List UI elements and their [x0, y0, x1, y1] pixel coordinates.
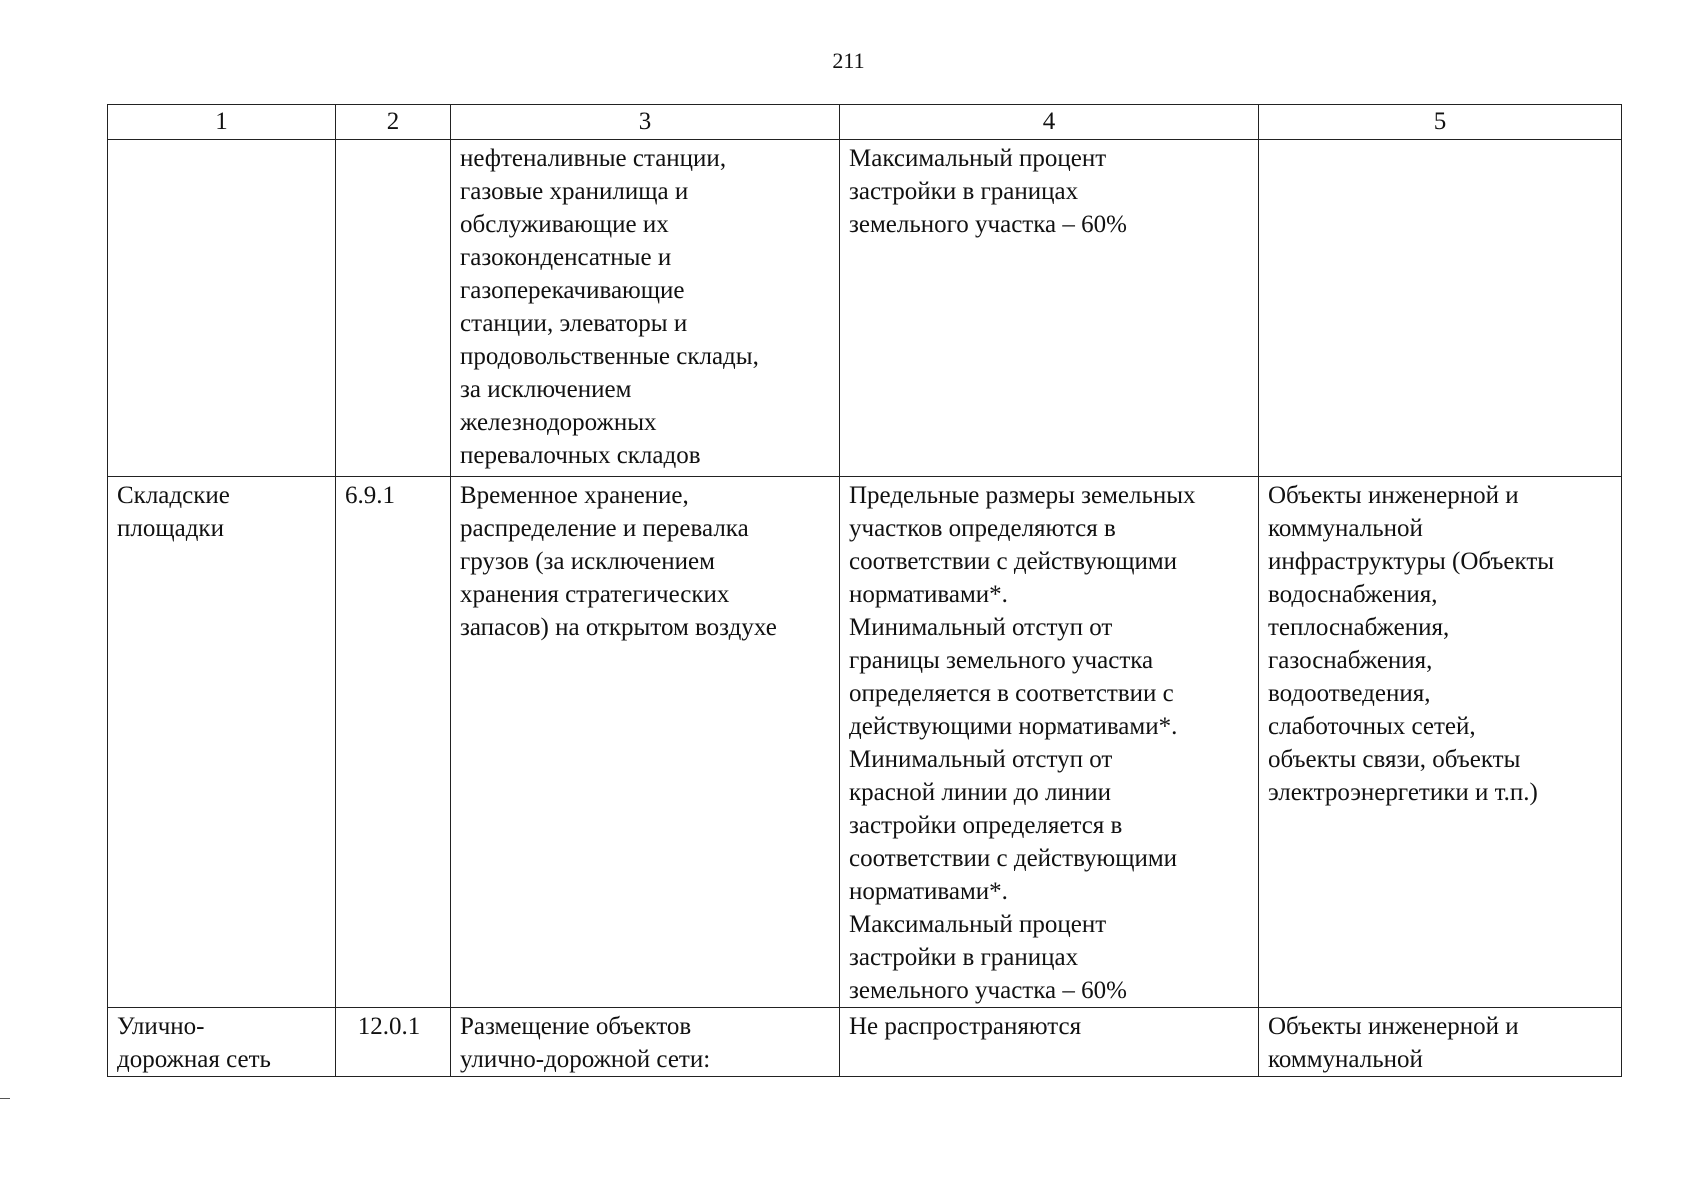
cell-description: нефтеналивные станции, газовые хранилища и обслуживающие их газоконденсатные и газоперекачивающие станции, элеваторы и продовольственные склады, за исключением железнодорожных перевалочных складов [451, 140, 840, 477]
cell-code [336, 140, 451, 477]
cell-auxiliary-uses: Объекты инженерной и коммунальной инфраструктуры (Объекты водоснабжения, теплоснабжения, газоснабжения, водоотведения, слаботочных сетей, объекты связи, объекты электроэнергетики и т.п.) [1259, 477, 1622, 1008]
cell-parameters: Не распространяются [840, 1008, 1259, 1077]
scan-margin-mark [0, 1098, 10, 1099]
cell-description: Временное хранение, распределение и перевалка грузов (за исключением хранения стратегических запасов) на открытом воздухе [451, 477, 840, 1008]
column-header-1: 1 [108, 105, 336, 140]
column-header-2: 2 [336, 105, 451, 140]
cell-land-use-type: Улично- дорожная сеть [108, 1008, 336, 1077]
cell-code: 6.9.1 [336, 477, 451, 1008]
regulations-table [107, 104, 1622, 1077]
cell-description: Размещение объектов улично-дорожной сети: [451, 1008, 840, 1077]
table-row [108, 140, 1622, 477]
cell-parameters: Максимальный процент застройки в границах земельного участка – 60% [840, 140, 1259, 477]
cell-auxiliary-uses: Объекты инженерной и коммунальной [1259, 1008, 1622, 1077]
table-header-row [108, 105, 1622, 140]
cell-land-use-type [108, 140, 336, 477]
column-header-4: 4 [840, 105, 1259, 140]
table-row [108, 477, 1622, 1008]
column-header-3: 3 [451, 105, 840, 140]
cell-parameters: Предельные размеры земельных участков определяются в соответствии с действующими нормативами*. Минимальный отступ от границы земельного участка определяется в соответствии с действующими нормативами*. Минимальный отступ от красной линии до линии застройки определяется в соответствии с действующими нормативами*. Максимальный процент застройки в границах земельного участка – 60% [840, 477, 1259, 1008]
cell-land-use-type: Складские площадки [108, 477, 336, 1008]
table-row [108, 1008, 1622, 1077]
cell-auxiliary-uses [1259, 140, 1622, 477]
cell-code: 12.0.1 [336, 1008, 451, 1077]
page-number: 211 [832, 48, 865, 73]
column-header-5: 5 [1259, 105, 1622, 140]
